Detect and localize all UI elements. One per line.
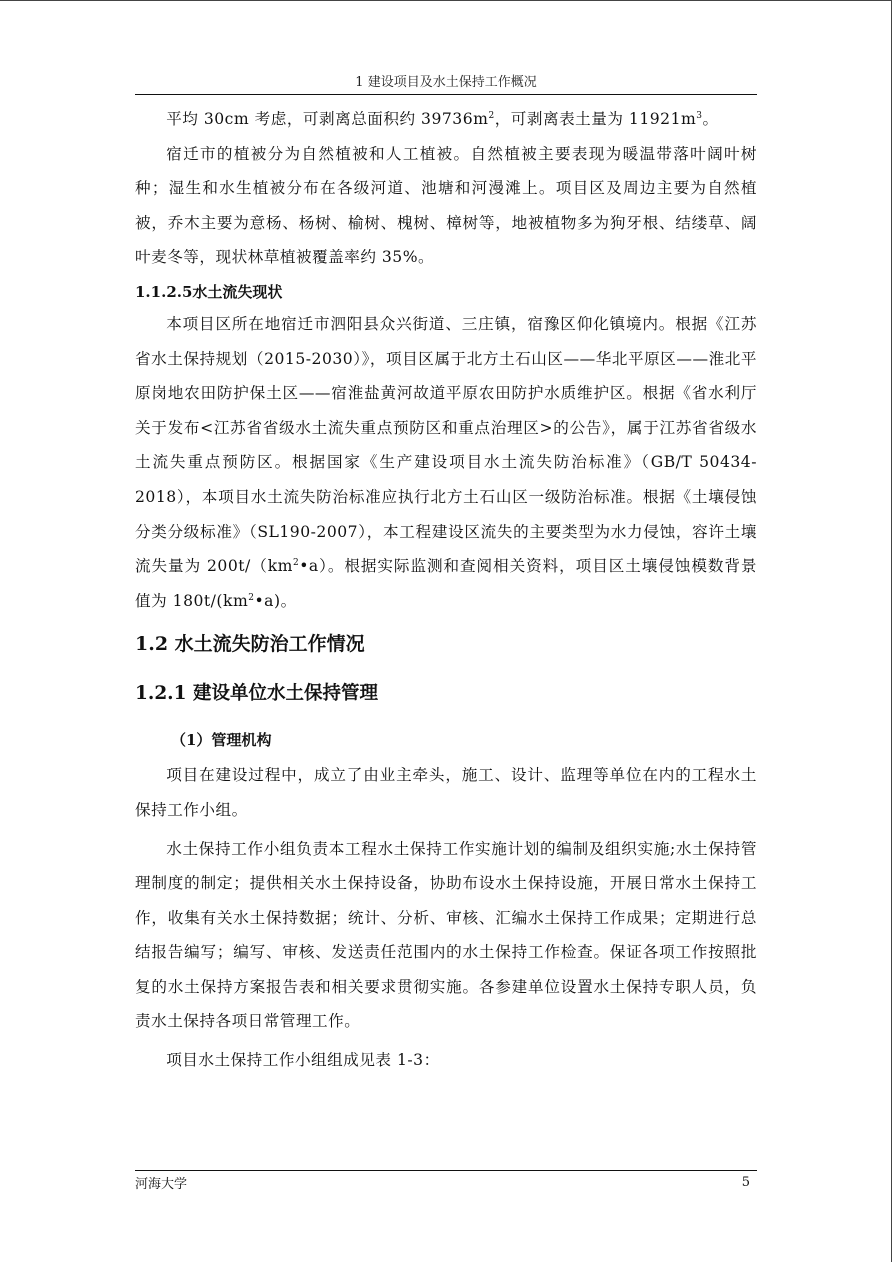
item-management-organization: （1）管理机构 <box>171 731 272 750</box>
heading-1-2: 1.2 水土流失防治工作情况 <box>135 633 365 656</box>
header-rule <box>135 94 757 95</box>
page-number: 5 <box>741 1175 750 1190</box>
paragraph-group-duties: 水土保持工作小组负责本工程水土保持工作实施计划的编制及组织实施;水土保持管理制度的制定；提供相关水土保持设备，协助布设水土保持设施，开展日常水土保持工作，收集有关水土保持数据；统计、分析、审核、汇编水土保持工作成果；定期进行总结报告编写；编写、审核、发送责任范围内的水土保持工作检查。保证各项工作按照批复的水土保持方案报告表和相关要求贯彻实施。各参建单位设置水土保持专职人员，负责水土保持各项日常管理工作。 <box>135 839 757 1031</box>
heading-1-2-1: 1.2.1 建设单位水土保持管理 <box>135 683 378 705</box>
paragraph-working-group: 项目在建设过程中，成立了由业主牵头，施工、设计、监理等单位在内的工程水土保持工作小组。 <box>135 766 757 819</box>
footer-institution: 河海大学 <box>135 1177 188 1192</box>
heading-1-1-2-5: 1.1.2.5水土流失现状 <box>135 282 283 301</box>
footer-rule <box>135 1170 757 1171</box>
page-body <box>135 102 757 1078</box>
paragraph-stripping-area: 平均 30cm 考虑，可剥离总面积约 $39736m^2$，可剥离表土量为 $11921m^3$。 <box>166 110 719 128</box>
running-header: 1 建设项目及水土保持工作概况 <box>355 75 537 90</box>
page-top-border <box>0 0 892 1</box>
paragraph-soil-erosion-status: 本项目区所在地宿迁市泗阳县众兴街道、三庄镇，宿豫区仰化镇境内。根据《江苏省水土保持规划（2015-2030）》，项目区属于北方土石山区——华北平原区——淮北平原岗地农田防护保土区——宿淮盐黄河故道平原农田防护水质维护区。根据《省水利厅关于发布<江苏省省级水土流失重点预防区和重点治理区>的公告》，属于江苏省省级水土流失重点预防区。根据国家《生产建设项目水土流失防治标准》（GB/T 50434-2018），本项目水土流失防治标准应执行北方土石山区一级防治标准。根据《土壤侵蚀分类分级标准》（SL190-2007），本工程建设区流失的主要类型为水力侵蚀，容许土壤流失量为 $200t/(km^2•a)$。根据实际监测和查阅相关资料，项目区土壤侵蚀模数背景值为 $180t/(km^2•a)$。 <box>135 314 757 610</box>
paragraph-table-reference: 项目水土保持工作小组组成见表 1-3： <box>166 1051 440 1070</box>
paragraph-vegetation: 宿迁市的植被分为自然植被和人工植被。自然植被主要表现为暖温带落叶阔叶树种；湿生和水生植被分布在各级河道、池塘和河漫滩上。项目区及周边主要为自然植被，乔木主要为意杨、杨树、榆树、槐树、樟树等，地被植物多为狗牙根、结缕草、阔叶麦冬等，现状林草植被覆盖率约 35%。 <box>135 144 757 267</box>
